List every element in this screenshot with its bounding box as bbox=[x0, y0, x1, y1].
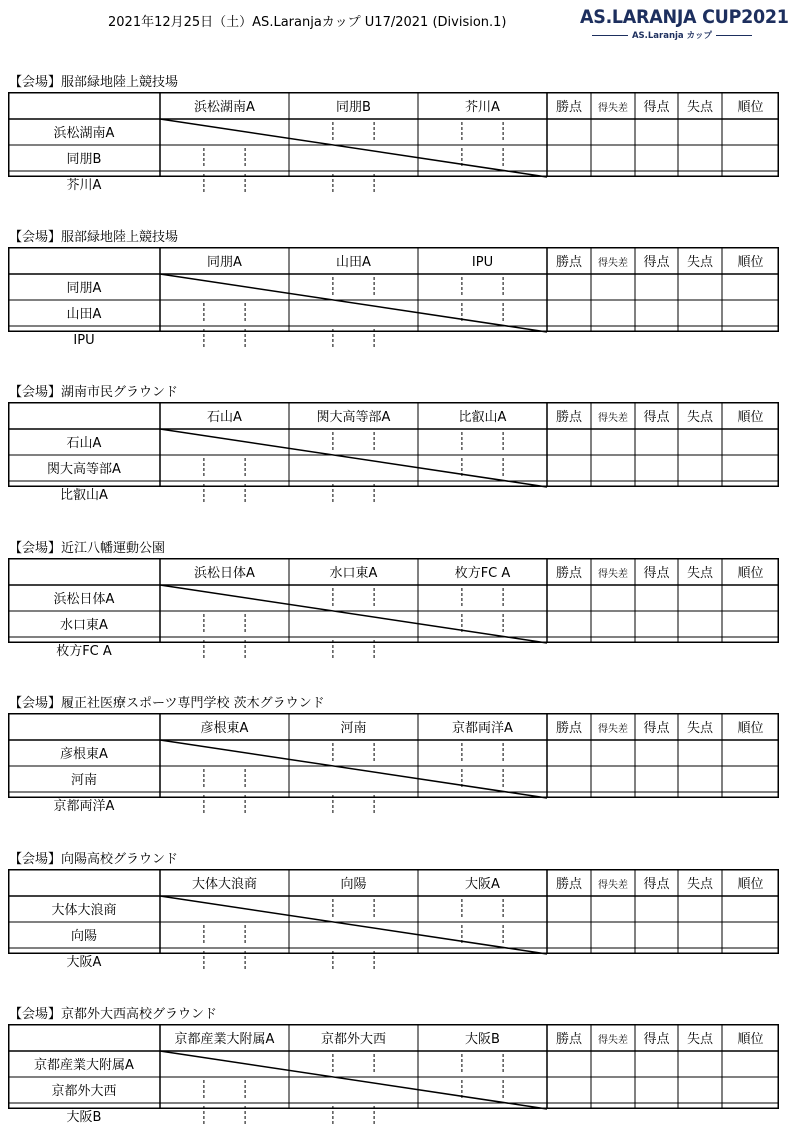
column-team-name: 向陽 bbox=[340, 877, 367, 892]
row-team-name: 水口東A bbox=[60, 618, 108, 633]
venue-label: 【会場】履正社医療スポーツ専門学校 茨木グラウンド bbox=[9, 696, 325, 711]
stat-header: 得失差 bbox=[598, 880, 628, 891]
row-team-name: 比叡山A bbox=[60, 488, 108, 503]
self-match-diagonal bbox=[160, 740, 547, 798]
row-team-name: 同朋A bbox=[66, 281, 102, 296]
stat-header: 勝点 bbox=[555, 410, 583, 425]
stat-header: 勝点 bbox=[555, 877, 583, 892]
stat-header: 順位 bbox=[737, 721, 764, 736]
column-team-name: 同朋A bbox=[207, 255, 242, 270]
row-team-name: 関大高等部A bbox=[47, 462, 121, 477]
self-match-diagonal bbox=[160, 119, 547, 177]
stat-header: 得失差 bbox=[598, 413, 628, 424]
row-team-name: 河南 bbox=[70, 773, 98, 788]
logo-rule-left bbox=[592, 35, 628, 36]
row-team-name: 枚方FC A bbox=[56, 644, 112, 659]
event-logo bbox=[572, 6, 789, 41]
row-team-name: 向陽 bbox=[70, 929, 98, 944]
stat-header: 失点 bbox=[686, 1032, 714, 1047]
standings-table bbox=[8, 558, 779, 659]
column-team-name: 関大高等部A bbox=[316, 410, 391, 425]
stat-header: 勝点 bbox=[555, 566, 583, 581]
row-team-name: 同朋B bbox=[66, 152, 102, 167]
stat-header: 得失差 bbox=[598, 103, 628, 114]
row-team-name: 彦根東A bbox=[60, 747, 108, 762]
logo-subtitle: AS.Laranja カップ bbox=[631, 31, 713, 41]
stat-header: 勝点 bbox=[555, 255, 583, 270]
column-team-name: 大阪B bbox=[465, 1032, 500, 1047]
column-team-name: 大体大浪商 bbox=[191, 877, 258, 892]
column-team-name: 彦根東A bbox=[200, 721, 249, 736]
stat-header: 順位 bbox=[737, 877, 764, 892]
stat-header: 失点 bbox=[686, 410, 714, 425]
stat-header: 順位 bbox=[737, 566, 764, 581]
column-team-name: 山田A bbox=[336, 255, 371, 270]
standings-table bbox=[8, 1024, 779, 1125]
stat-header: 得点 bbox=[643, 721, 670, 736]
page-title: 2021年12月25日（土）AS.Laranjaカップ U17/2021 (Division.1) bbox=[108, 15, 507, 30]
stat-header: 得点 bbox=[643, 1032, 670, 1047]
row-team-name: 大阪A bbox=[66, 955, 102, 970]
column-team-name: 浜松湖南A bbox=[194, 100, 255, 115]
stat-header: 得点 bbox=[643, 877, 670, 892]
venue-label: 【会場】湖南市民グラウンド bbox=[9, 385, 179, 400]
stat-header: 勝点 bbox=[555, 1032, 583, 1047]
standings-table bbox=[8, 92, 779, 193]
column-team-name: 京都外大西 bbox=[320, 1032, 387, 1047]
stat-header: 失点 bbox=[686, 877, 714, 892]
stat-header: 得失差 bbox=[598, 569, 628, 580]
column-team-name: 水口東A bbox=[329, 566, 378, 581]
column-team-name: 浜松日体A bbox=[194, 566, 255, 581]
stat-header: 失点 bbox=[686, 255, 714, 270]
row-team-name: 浜松湖南A bbox=[53, 126, 115, 141]
column-team-name: 河南 bbox=[340, 721, 367, 736]
column-team-name: 枚方FC A bbox=[454, 566, 511, 581]
column-team-name: IPU bbox=[471, 255, 494, 270]
venue-label: 【会場】服部緑地陸上競技場 bbox=[9, 230, 179, 245]
stat-header: 得点 bbox=[643, 566, 670, 581]
row-team-name: 山田A bbox=[66, 307, 102, 322]
stat-header: 勝点 bbox=[555, 100, 583, 115]
logo-rule-right bbox=[716, 35, 752, 36]
column-team-name: 同朋B bbox=[336, 100, 371, 115]
venue-label: 【会場】服部緑地陸上競技場 bbox=[9, 75, 179, 90]
row-team-name: 石山A bbox=[66, 436, 102, 451]
standings-table bbox=[8, 713, 779, 814]
row-team-name: 京都産業大附属A bbox=[34, 1058, 134, 1073]
self-match-diagonal bbox=[160, 585, 547, 643]
row-team-name: IPU bbox=[73, 333, 95, 348]
stat-header: 勝点 bbox=[555, 721, 583, 736]
standings-table bbox=[8, 402, 779, 503]
standings-table bbox=[8, 869, 779, 970]
stat-header: 得点 bbox=[643, 410, 670, 425]
stat-header: 得点 bbox=[643, 255, 670, 270]
self-match-diagonal bbox=[160, 1051, 547, 1109]
stat-header: 失点 bbox=[686, 566, 714, 581]
row-team-name: 大阪B bbox=[66, 1110, 102, 1125]
venue-label: 【会場】京都外大西高校グラウンド bbox=[9, 1007, 218, 1022]
stat-header: 順位 bbox=[737, 410, 764, 425]
column-team-name: 芥川A bbox=[465, 100, 500, 115]
column-team-name: 石山A bbox=[207, 410, 242, 425]
stat-header: 順位 bbox=[737, 1032, 764, 1047]
row-team-name: 京都外大西 bbox=[51, 1084, 117, 1099]
stat-header: 順位 bbox=[737, 255, 764, 270]
stat-header: 得失差 bbox=[598, 724, 628, 735]
stat-header: 失点 bbox=[686, 100, 714, 115]
standings-table bbox=[8, 247, 779, 348]
self-match-diagonal bbox=[160, 429, 547, 487]
row-team-name: 大体大浪商 bbox=[51, 903, 117, 918]
column-team-name: 京都両洋A bbox=[452, 721, 513, 736]
stat-header: 得失差 bbox=[598, 1035, 628, 1046]
stat-header: 得失差 bbox=[598, 258, 628, 269]
stat-header: 順位 bbox=[737, 100, 764, 115]
self-match-diagonal bbox=[160, 274, 547, 332]
stat-header: 得点 bbox=[643, 100, 670, 115]
venue-label: 【会場】向陽高校グラウンド bbox=[9, 852, 179, 867]
stat-header: 失点 bbox=[686, 721, 714, 736]
column-team-name: 京都産業大附属A bbox=[174, 1032, 275, 1047]
self-match-diagonal bbox=[160, 896, 547, 954]
venue-label: 【会場】近江八幡運動公園 bbox=[9, 541, 166, 556]
row-team-name: 京都両洋A bbox=[53, 799, 115, 814]
row-team-name: 芥川A bbox=[66, 178, 102, 193]
column-team-name: 大阪A bbox=[465, 877, 500, 892]
logo-title: AS.LARANJA CUP2021 bbox=[580, 6, 789, 28]
column-team-name: 比叡山A bbox=[458, 410, 507, 425]
row-team-name: 浜松日体A bbox=[53, 592, 115, 607]
